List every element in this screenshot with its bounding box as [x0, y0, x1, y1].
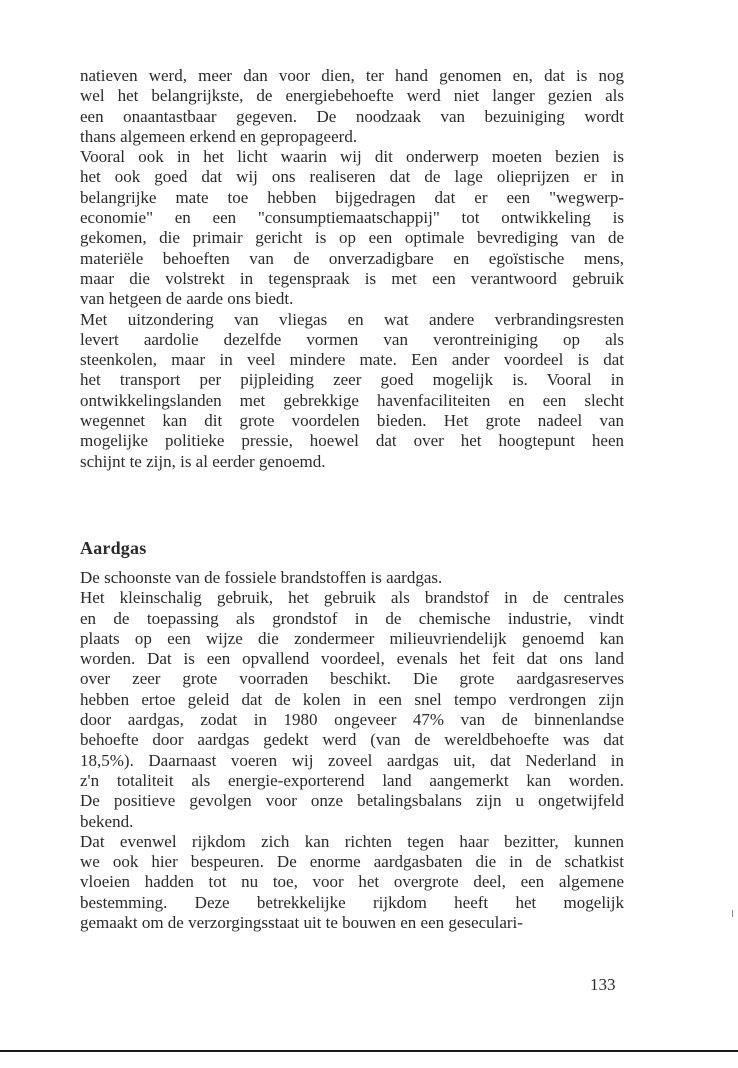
paragraph — [80, 588, 624, 832]
text-line: wegennet kan dit grote voordelen bieden. Het grote nadeel van — [80, 411, 624, 431]
text-line: plaats op een wijze die zondermeer milieuvriendelijk genoemd kan — [80, 628, 624, 648]
bottom-rule — [0, 1050, 738, 1052]
text-line: De schoonste van de fossiele brandstoffen is aardgas. — [80, 568, 443, 587]
paragraph — [80, 310, 624, 472]
text-line: hebben ertoe geleid dat de kolen in een snel tempo verdrongen zijn — [80, 689, 624, 709]
text-line: door aardgas, zodat in 1980 ongeveer 47% van de binnenlandse — [80, 710, 624, 730]
text-line: mogelijke politieke pressie, hoewel dat over het hoogtepunt heen — [80, 431, 624, 451]
text-line: De positieve gevolgen voor onze betalingsbalans zijn u ongetwijfeld — [80, 791, 624, 811]
text-line: wel het belangrijkste, de energiebehoefte werd niet langer gezien als — [80, 86, 624, 106]
text-line: materiële behoeften van de onverzadigbare en egoïstische mens, — [80, 248, 624, 268]
text-line: ontwikkelingslanden met gebrekkige havenfaciliteiten en een slecht — [80, 390, 624, 410]
text-line: worden. Dat is een opvallend voordeel, evenals het feit dat ons land — [80, 649, 624, 669]
text-line: steenkolen, maar in veel mindere mate. Een ander voordeel is dat — [80, 350, 624, 370]
text-line: Dat evenwel rijkdom zich kan richten tegen haar bezitter, kunnen — [80, 831, 624, 851]
text-line: behoefte door aardgas gedekt werd (van de wereldbehoefte was dat — [80, 730, 624, 750]
text-line: 18,5%). Daarnaast voeren wij zoveel aardgas uit, dat Nederland in — [80, 750, 624, 770]
text-line: Vooral ook in het licht waarin wij dit onderwerp moeten bezien is — [80, 147, 624, 167]
text-line: bestemming. Deze betrekkelijke rijkdom heeft het mogelijk — [80, 892, 624, 912]
text-line: belangrijke mate toe hebben bijgedragen dat er een "wegwerp- — [80, 187, 624, 207]
text-line: gekomen, die primair gericht is op een optimale bevrediging van de — [80, 228, 624, 248]
text-line: over zeer grote voorraden beschikt. Die grote aardgasreserves — [80, 669, 624, 689]
text-line: maar die volstrekt in tegenspraak is met een verantwoord gebruik — [80, 268, 624, 288]
text-line: en de toepassing als grondstof in de chemische industrie, vindt — [80, 608, 624, 628]
text-line: van hetgeen de aarde ons biedt. — [80, 289, 294, 309]
margin-mark — [732, 910, 733, 917]
text-line: het ook goed dat wij ons realiseren dat de lage olieprijzen er in — [80, 167, 624, 187]
text-line: bekend. — [80, 811, 134, 831]
paragraph — [80, 66, 624, 147]
text-line: z'n totaliteit als energie-exporterend land aangemerkt kan worden. — [80, 770, 624, 790]
text-line: een onaantastbaar gegeven. De noodzaak van bezuiniging wordt — [80, 106, 624, 126]
text-line: Met uitzondering van vliegas en wat andere verbrandingsresten — [80, 309, 624, 329]
text-line: schijnt te zijn, is al eerder genoemd. — [80, 451, 326, 471]
text-line: het transport per pijpleiding zeer goed mogelijk is. Vooral in — [80, 370, 624, 390]
body-text-top — [80, 66, 624, 472]
text-line: vloeien hadden tot nu toe, voor het overgrote deel, een algemene — [80, 872, 624, 892]
text-line: economie" en een "consumptiemaatschappij" tot ontwikkeling is — [80, 208, 624, 228]
paragraph — [80, 832, 624, 933]
paragraph — [80, 147, 624, 309]
text-line: thans algemeen erkend en gepropageerd. — [80, 126, 358, 146]
paragraph — [80, 568, 624, 588]
text-line: natieven werd, meer dan voor dien, ter hand genomen en, dat is nog — [80, 66, 624, 85]
text-line: levert aardolie dezelfde vormen van verontreiniging op als — [80, 329, 624, 349]
section-heading: Aardgas — [80, 538, 147, 558]
text-line: we ook hier bespeuren. De enorme aardgasbaten die in de schatkist — [80, 852, 624, 872]
body-text-bottom — [80, 568, 624, 933]
text-line: Het kleinschalig gebruik, het gebruik als brandstof in de centrales — [80, 588, 624, 608]
text-line: gemaakt om de verzorgingsstaat uit te bouwen en een geseculari- — [80, 913, 523, 933]
page-number: 133 — [590, 975, 616, 994]
